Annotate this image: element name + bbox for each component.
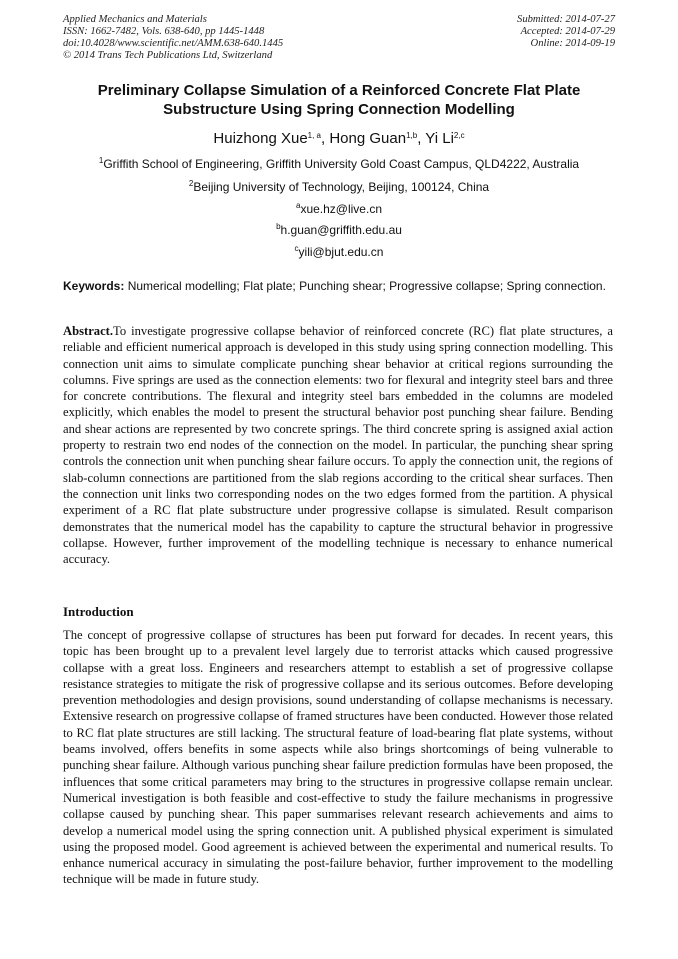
copyright-line: © 2014 Trans Tech Publications Ltd, Switzerland xyxy=(63,50,273,61)
header-dates xyxy=(517,14,615,50)
author-separator: , xyxy=(417,130,426,147)
author-name: Hong Guan xyxy=(329,130,407,147)
introduction-heading: Introduction xyxy=(63,604,134,619)
affiliation-2 xyxy=(63,180,615,195)
email-sup: c xyxy=(294,244,299,253)
affiliation-sup: 2 xyxy=(188,179,194,188)
online-date: Online: 2014-09-19 xyxy=(530,38,615,49)
paper-title-line2: Substructure Using Spring Connection Modelling xyxy=(163,101,515,118)
author-sup: 1, a xyxy=(307,131,321,140)
author-list xyxy=(63,129,615,149)
journal-name: Applied Mechanics and Materials xyxy=(63,14,207,25)
email-link[interactable]: xue.hz@live.cn xyxy=(300,202,382,216)
email-c xyxy=(63,245,615,260)
paper-title xyxy=(63,81,615,119)
email-link[interactable]: yili@bjut.edu.cn xyxy=(298,245,384,259)
author-name: Yi Li xyxy=(425,130,454,147)
email-b xyxy=(63,223,615,238)
doi-link[interactable]: doi:10.4028/www.scientific.net/AMM.638-640.1445 xyxy=(63,38,284,49)
affiliation-text: Griffith School of Engineering, Griffith University Gold Coast Campus, QLD4222, Australia xyxy=(103,157,580,171)
email-a xyxy=(63,202,615,217)
abstract-paragraph xyxy=(63,323,613,567)
affiliation-text: Beijing University of Technology, Beijing, 100124, China xyxy=(193,180,490,194)
affiliation-sup: 1 xyxy=(98,156,104,165)
abstract-text: To investigate progressive collapse behavior of reinforced concrete (RC) flat plate structures, a reliable and efficient numerical approach is developed in this study using spring connection modelling. This connection unit aims to simulate complicate punching shear behavior at critical regions surrounding the columns. Five springs are used as the connection elements: two for flexural and integrity steel bars and three for concrete contributions. The flexural and integrity steel bars embedded in the columns are modeled explicitly, which enables the model to present the structural behavior post punching shear failure. Bending and shear actions are represented by two concrete springs. The third concrete spring is assigned axial action property to restrain two end nodes of the connection on the model. In particular, the punching shear spring controls the connection unit when punching shear failure occurs. To apply the connection unit, the regions of slab-column connections are partitioned from the slab regions according to the critical shear surfaces. Then the connection unit links two corresponding nodes on the two edges formed from the partition. A physical experiment of a RC flat plate substructure under progressive collapse is simulated. Result comparison demonstrates that the numerical model has the capability to capture the structural behavior in progressive collapse. However, further improvement of the modelling technique is necessary to enhance numerical accuracy. xyxy=(63,324,613,567)
keywords-paragraph xyxy=(63,278,613,294)
header-publication-info xyxy=(63,14,283,62)
author-name: Huizhong Xue xyxy=(213,130,308,147)
author-sup: 2,c xyxy=(453,131,465,140)
submitted-date: Submitted: 2014-07-27 xyxy=(517,14,615,25)
email-sup: a xyxy=(295,201,301,210)
issn-line: ISSN: 1662-7482, Vols. 638-640, pp 1445-1448 xyxy=(63,26,265,37)
affiliation-1 xyxy=(63,157,615,172)
email-sup: b xyxy=(276,222,281,231)
author-separator: , xyxy=(321,130,330,147)
accepted-date: Accepted: 2014-07-29 xyxy=(520,26,615,37)
introduction-paragraph: The concept of progressive collapse of structures has been put forward for decades. In recent years, this topic has been brought up to a prevalent level largely due to terrorist attacks which caused progressive collapse with a great loss. Engineers and researchers attempt to establish a set of progressive collapse resistance strategies to mitigate the risk of progressive collapse and its serious outcomes. Before developing prevention methodologies and design provisions, sound understanding of collapse mechanisms is necessary. Extensive research on progressive collapse of framed structures have been conducted. However those related to RC flat plate structures are still lacking. The structural feature of load-bearing flat plate systems, without beams involved, offers benefits in some aspects while also brings shortcomings of being vulnerable to punching shear failure. Although various punching shear failure prediction formulas have been proposed, the influences that some critical parameters may bring to the structures in progressive collapse remain unclear. Numerical investigation is both feasible and cost-effective to study the failure mechanisms in progressive collapse caused by punching shear. This paper summarises relevant research achievements and aims to develop a numerical model using the spring connection unit. A published physical experiment is simulated using the proposed model. Good agreement is achieved between the experimental and numerical results. To enhance numerical accuracy in simulating the post-failure behavior, further improvement to the modelling technique will be made in future study. xyxy=(63,628,613,887)
keywords-label: Keywords: xyxy=(63,279,125,293)
email-link[interactable]: h.guan@griffith.edu.au xyxy=(280,223,402,237)
paper-title-line1: Preliminary Collapse Simulation of a Reinforced Concrete Flat Plate xyxy=(97,82,581,99)
author-sup: 1,b xyxy=(406,131,418,140)
abstract-label: Abstract. xyxy=(63,324,114,338)
keywords-text: Numerical modelling; Flat plate; Punching shear; Progressive collapse; Spring connection. xyxy=(124,279,606,293)
